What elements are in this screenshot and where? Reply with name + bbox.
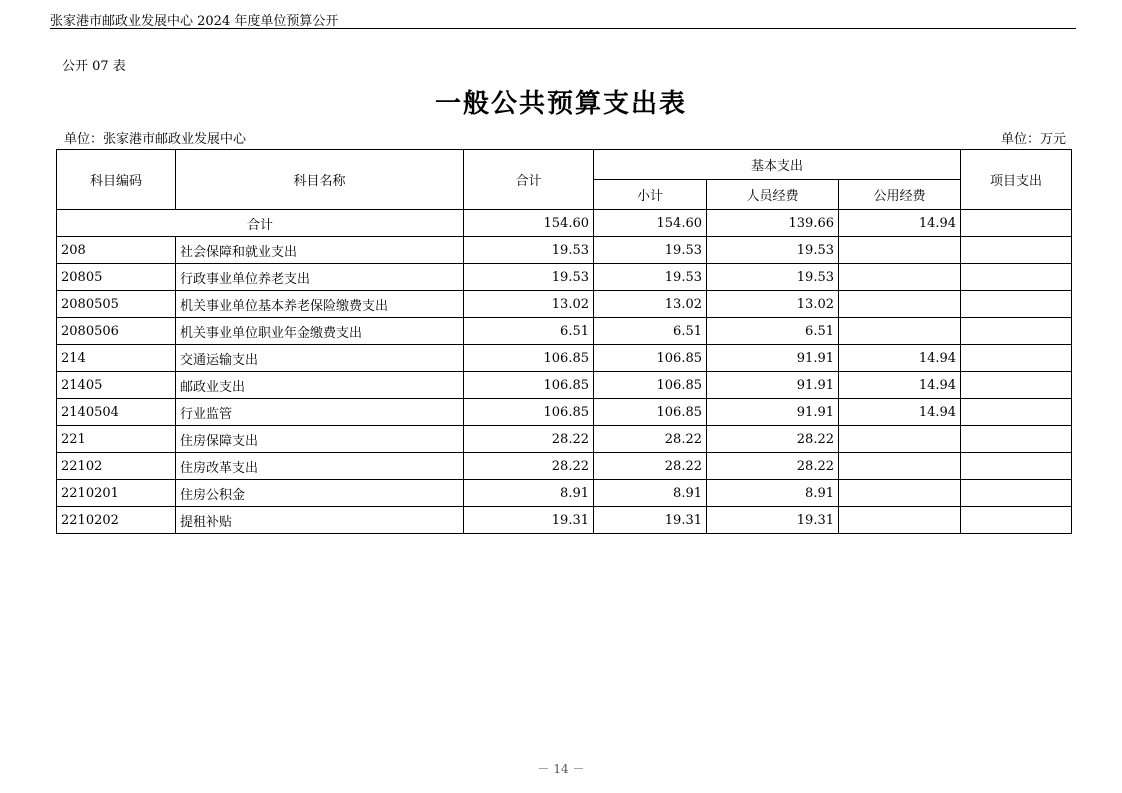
- total-row: [57, 210, 1072, 237]
- document-header: 张家港市邮政业发展中心 2024 年度单位预算公开: [50, 14, 339, 29]
- project-cell: [961, 264, 1072, 291]
- subtotal-cell: 19.53: [594, 264, 707, 291]
- code-cell: 214: [57, 345, 176, 372]
- total-cell: 106.85: [464, 399, 594, 426]
- code-cell: 2210202: [57, 507, 176, 534]
- total-label: 合计: [57, 210, 464, 237]
- table-row: [57, 237, 1072, 264]
- subtotal-cell: 154.60: [594, 210, 707, 237]
- total-cell: 28.22: [464, 426, 594, 453]
- total-cell: 6.51: [464, 318, 594, 345]
- public-cell: [839, 507, 961, 534]
- subtotal-cell: 106.85: [594, 345, 707, 372]
- project-cell: [961, 318, 1072, 345]
- personnel-cell: 19.53: [707, 237, 839, 264]
- subtotal-cell: 28.22: [594, 453, 707, 480]
- header-rule: [50, 28, 1076, 29]
- public-cell: [839, 237, 961, 264]
- public-cell: 14.94: [839, 372, 961, 399]
- project-cell: [961, 453, 1072, 480]
- total-cell: 106.85: [464, 345, 594, 372]
- total-cell: 19.31: [464, 507, 594, 534]
- subtotal-cell: 106.85: [594, 372, 707, 399]
- project-cell: [961, 399, 1072, 426]
- page-number: － 14 －: [537, 762, 585, 776]
- subtotal-cell: 28.22: [594, 426, 707, 453]
- table-row: [57, 453, 1072, 480]
- table-row: [57, 399, 1072, 426]
- public-cell: 14.94: [839, 345, 961, 372]
- page-title: 一般公共预算支出表: [434, 89, 687, 119]
- name-cell: 行业监管: [176, 399, 464, 426]
- project-cell: [961, 237, 1072, 264]
- name-cell: 住房保障支出: [176, 426, 464, 453]
- code-cell: 208: [57, 237, 176, 264]
- subtotal-cell: 106.85: [594, 399, 707, 426]
- subtotal-cell: 6.51: [594, 318, 707, 345]
- code-cell: 22102: [57, 453, 176, 480]
- name-cell: 社会保障和就业支出: [176, 237, 464, 264]
- total-cell: 154.60: [464, 210, 594, 237]
- code-cell: 2080505: [57, 291, 176, 318]
- name-cell: 机关事业单位职业年金缴费支出: [176, 318, 464, 345]
- table-row: [57, 426, 1072, 453]
- project-cell: [961, 345, 1072, 372]
- total-cell: 28.22: [464, 453, 594, 480]
- code-cell: 2210201: [57, 480, 176, 507]
- personnel-cell: 19.53: [707, 264, 839, 291]
- header-total: 合计: [464, 150, 594, 210]
- table-row: [57, 372, 1072, 399]
- code-cell: 2080506: [57, 318, 176, 345]
- total-cell: 106.85: [464, 372, 594, 399]
- name-cell: 住房公积金: [176, 480, 464, 507]
- total-cell: 19.53: [464, 237, 594, 264]
- header-subtotal: 小计: [594, 180, 707, 210]
- public-cell: 14.94: [839, 210, 961, 237]
- personnel-cell: 91.91: [707, 372, 839, 399]
- table-row: [57, 264, 1072, 291]
- code-cell: 2140504: [57, 399, 176, 426]
- project-cell: [961, 372, 1072, 399]
- name-cell: 交通运输支出: [176, 345, 464, 372]
- personnel-cell: 13.02: [707, 291, 839, 318]
- header-basic: 基本支出: [594, 150, 961, 180]
- subtotal-cell: 8.91: [594, 480, 707, 507]
- project-cell: [961, 291, 1072, 318]
- header-personnel: 人员经费: [707, 180, 839, 210]
- public-cell: [839, 426, 961, 453]
- form-number: 公开 07 表: [62, 59, 126, 74]
- table-row: [57, 318, 1072, 345]
- name-cell: 机关事业单位基本养老保险缴费支出: [176, 291, 464, 318]
- unit-name: 单位：张家港市邮政业发展中心: [64, 132, 247, 147]
- total-cell: 8.91: [464, 480, 594, 507]
- table-row: [57, 480, 1072, 507]
- public-cell: [839, 291, 961, 318]
- project-cell: [961, 507, 1072, 534]
- personnel-cell: 8.91: [707, 480, 839, 507]
- total-cell: 19.53: [464, 264, 594, 291]
- name-cell: 住房改革支出: [176, 453, 464, 480]
- name-cell: 提租补贴: [176, 507, 464, 534]
- project-cell: [961, 210, 1072, 237]
- name-cell: 行政事业单位养老支出: [176, 264, 464, 291]
- code-cell: 21405: [57, 372, 176, 399]
- subtotal-cell: 13.02: [594, 291, 707, 318]
- personnel-cell: 6.51: [707, 318, 839, 345]
- table-row: [57, 507, 1072, 534]
- personnel-cell: 28.22: [707, 426, 839, 453]
- subtotal-cell: 19.31: [594, 507, 707, 534]
- table-row: [57, 345, 1072, 372]
- code-cell: 20805: [57, 264, 176, 291]
- subtotal-cell: 19.53: [594, 237, 707, 264]
- personnel-cell: 19.31: [707, 507, 839, 534]
- total-cell: 13.02: [464, 291, 594, 318]
- public-cell: 14.94: [839, 399, 961, 426]
- project-cell: [961, 480, 1072, 507]
- name-cell: 邮政业支出: [176, 372, 464, 399]
- public-cell: [839, 318, 961, 345]
- personnel-cell: 28.22: [707, 453, 839, 480]
- table-row: [57, 291, 1072, 318]
- header-public: 公用经费: [839, 180, 961, 210]
- code-cell: 221: [57, 426, 176, 453]
- personnel-cell: 139.66: [707, 210, 839, 237]
- public-cell: [839, 480, 961, 507]
- header-project: 项目支出: [961, 150, 1072, 210]
- public-cell: [839, 453, 961, 480]
- personnel-cell: 91.91: [707, 345, 839, 372]
- header-code: 科目编码: [57, 150, 176, 210]
- public-cell: [839, 264, 961, 291]
- budget-table: [56, 149, 1072, 534]
- personnel-cell: 91.91: [707, 399, 839, 426]
- header-name: 科目名称: [176, 150, 464, 210]
- project-cell: [961, 426, 1072, 453]
- currency-unit: 单位：万元: [1000, 132, 1066, 147]
